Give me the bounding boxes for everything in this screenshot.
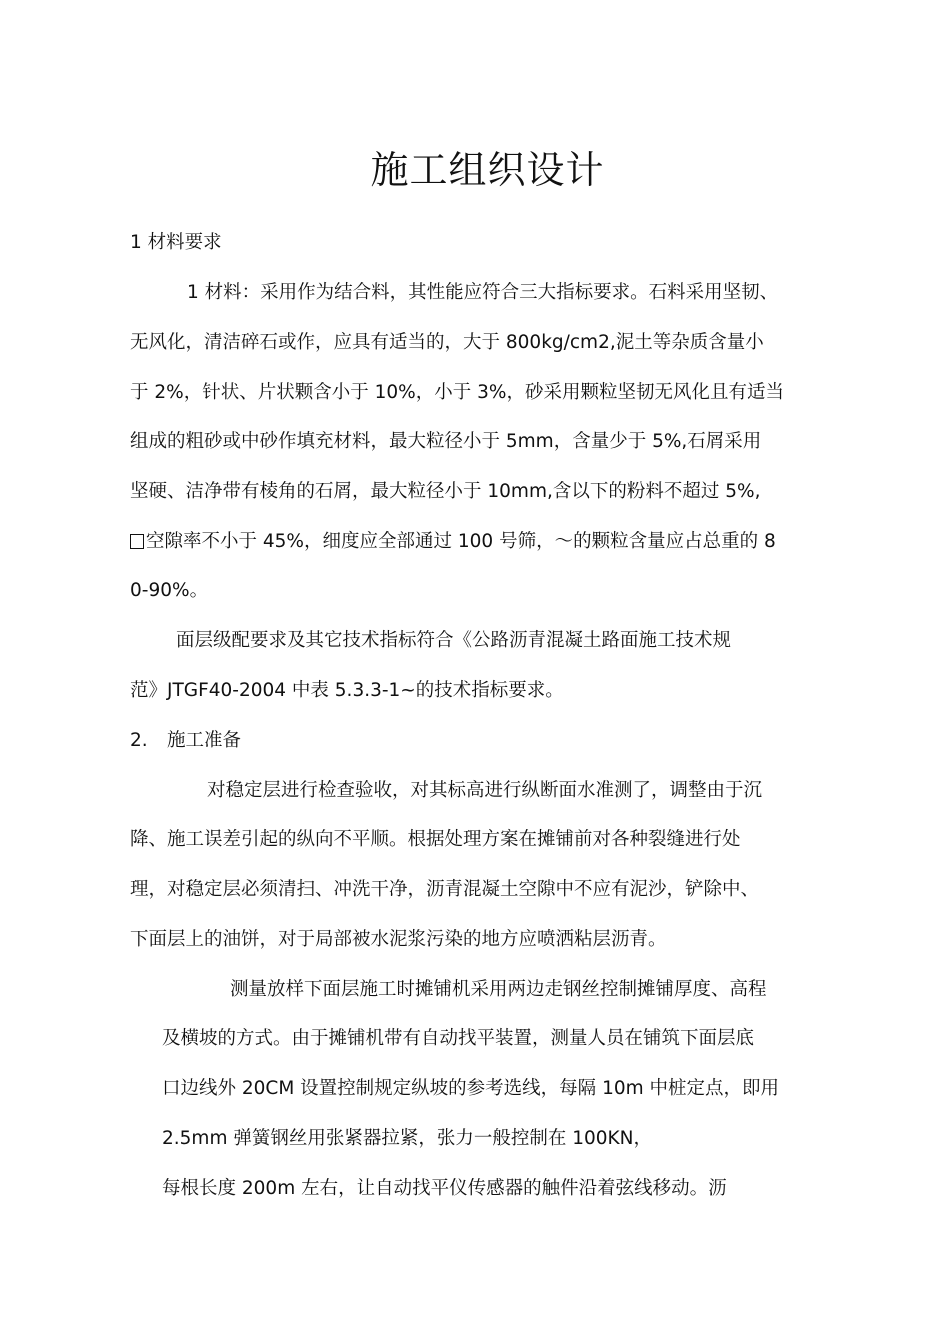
square-box-icon [130, 534, 144, 549]
section-heading-preparation: 施工准备 [167, 730, 242, 751]
paragraph-line: 理，对稳定层必须清扫、冲洗干净，沥青混凝土空隙中不应有泥沙，铲除中、 [130, 879, 760, 900]
section-heading-materials: 1 材料要求 [130, 232, 222, 253]
paragraph-line-text: 空隙率不小于 45%，细度应全部通过 100 号筛，〜的颗粒含量应占总重的 8 [146, 531, 776, 552]
paragraph-line: 1 材料：采用作为结合料，其性能应符合三大指标要求。石料采用坚韧、 [187, 282, 779, 303]
paragraph-line: 每根长度 200m 左右，让自动找平仪传感器的触件沿着弦线移动。沥 [162, 1178, 727, 1199]
paragraph-line: 范》JTGF40-2004 中表 5.3.3-1~的技术指标要求。 [130, 680, 564, 701]
paragraph-line: 测量放样下面层施工时摊铺机采用两边走钢丝控制摊铺厚度、高程 [230, 979, 767, 1000]
paragraph-line-with-box [130, 528, 776, 556]
paragraph-line: 对稳定层进行检查验收，对其标高进行纵断面水准测了，调整由于沉 [207, 780, 763, 801]
paragraph-line: 无风化，清洁碎石或作，应具有适当的，大于 800kg/cm2,泥土等杂质含量小 [130, 332, 764, 353]
paragraph-line: 于 2%，针状、片状颗含小于 10%，小于 3%，砂采用颗粒坚韧无风化且有适当 [130, 382, 784, 403]
document-title: 施工组织设计 [370, 148, 605, 192]
paragraph-line: 面层级配要求及其它技术指标符合《公路沥青混凝土路面施工技术规 [176, 630, 732, 651]
paragraph-line: 0-90%。 [130, 580, 209, 601]
paragraph-line: 组成的粗砂或中砂作填充材料，最大粒径小于 5mm，含量少于 5%,石屑采用 [130, 431, 762, 452]
section-number: 2. [130, 730, 148, 751]
paragraph-line: 下面层上的油饼，对于局部被水泥浆污染的地方应喷洒粘层沥青。 [130, 929, 667, 950]
paragraph-line: 及横坡的方式。由于摊铺机带有自动找平装置，测量人员在铺筑下面层底 [162, 1028, 755, 1049]
paragraph-line: 降、施工误差引起的纵向不平顺。根据处理方案在摊铺前对各种裂缝进行处 [130, 829, 741, 850]
paragraph-line: 2.5mm 弹簧钢丝用张紧器拉紧，张力一般控制在 100KN， [162, 1128, 653, 1149]
paragraph-line: 口边线外 20CM 设置控制规定纵坡的参考选线，每隔 10m 中桩定点，即用 [162, 1078, 780, 1099]
paragraph-line: 坚硬、洁净带有棱角的石屑，最大粒径小于 10mm,含以下的粉料不超过 5%, [130, 481, 761, 502]
